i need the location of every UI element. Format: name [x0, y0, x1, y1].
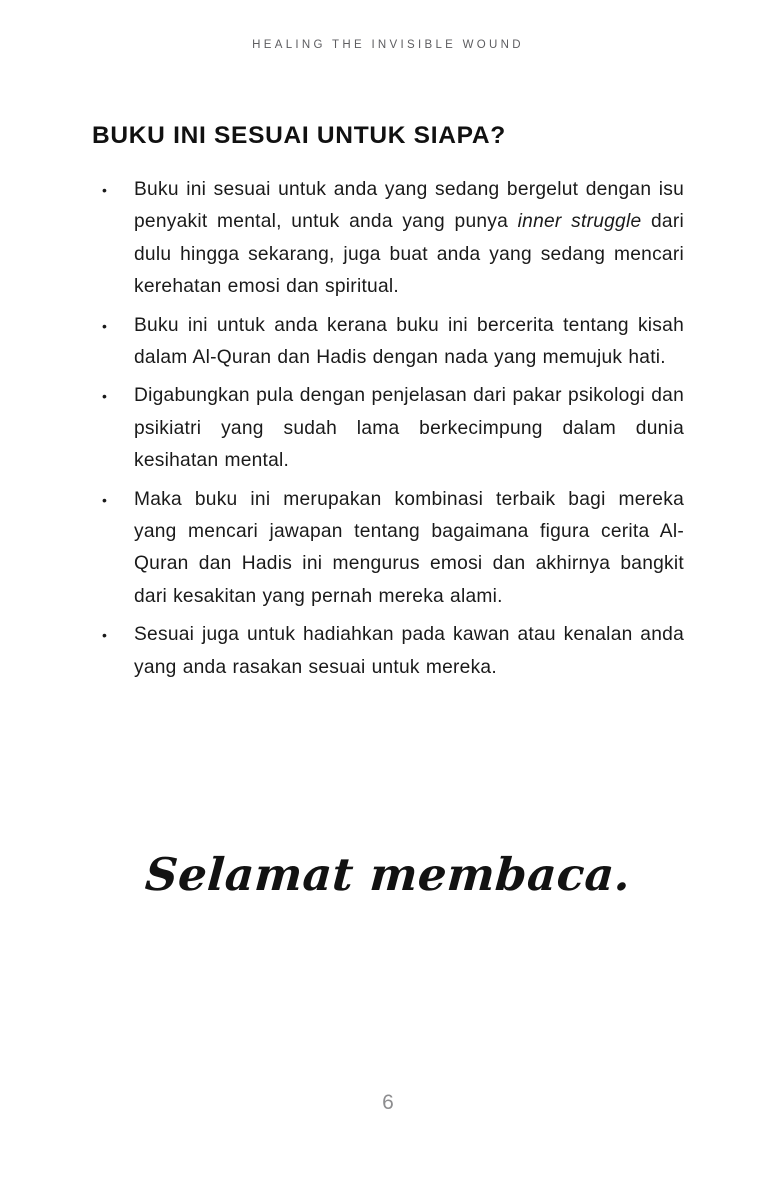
- list-item: [98, 619, 684, 684]
- bullet-text: Maka buku ini merupakan kombinasi terbaik bagi mereka yang mencari jawapan tentang bagaimana figura cerita Al-Quran dan Hadis ini mengurus emosi dan akhirnya bangkit dari kesakitan yang pernah mereka alami.: [134, 488, 684, 607]
- page-title: BUKU INI SESUAI UNTUK SIAPA?: [92, 122, 506, 150]
- signoff-script-text: Selamat membaca.: [143, 848, 633, 901]
- page-number: 6: [382, 1091, 394, 1114]
- bullet-text-before-italic: Buku ini sesuai untuk anda yang sedang bergelut dengan isu penyakit mental, untuk anda yang punya: [134, 179, 684, 233]
- bullet-text: Digabungkan pula dengan penjelasan dari pakar psikologi dan psikiatri yang sudah lama berkecimpung dalam dunia kesihatan mental.: [134, 385, 684, 472]
- bullet-italic-phrase: inner struggle: [517, 211, 642, 233]
- list-item: [98, 310, 684, 375]
- bullet-text: Sesuai juga untuk hadiahkan pada kawan atau kenalan anda yang anda rasakan sesuai untuk mereka.: [134, 624, 684, 678]
- list-item: [98, 380, 684, 477]
- list-item: [98, 484, 684, 614]
- bullet-text-after-italic: dari dulu hingga sekarang, juga buat anda yang sedang mencari kerehatan emosi dan spiritual.: [134, 211, 684, 298]
- bullet-text: Buku ini untuk anda kerana buku ini bercerita tentang kisah dalam Al-Quran dan Hadis dengan nada yang memujuk hati.: [134, 314, 684, 369]
- bullet-list: [98, 174, 684, 684]
- list-item: [98, 174, 684, 304]
- running-head: HEALING THE INVISIBLE WOUND: [252, 39, 524, 51]
